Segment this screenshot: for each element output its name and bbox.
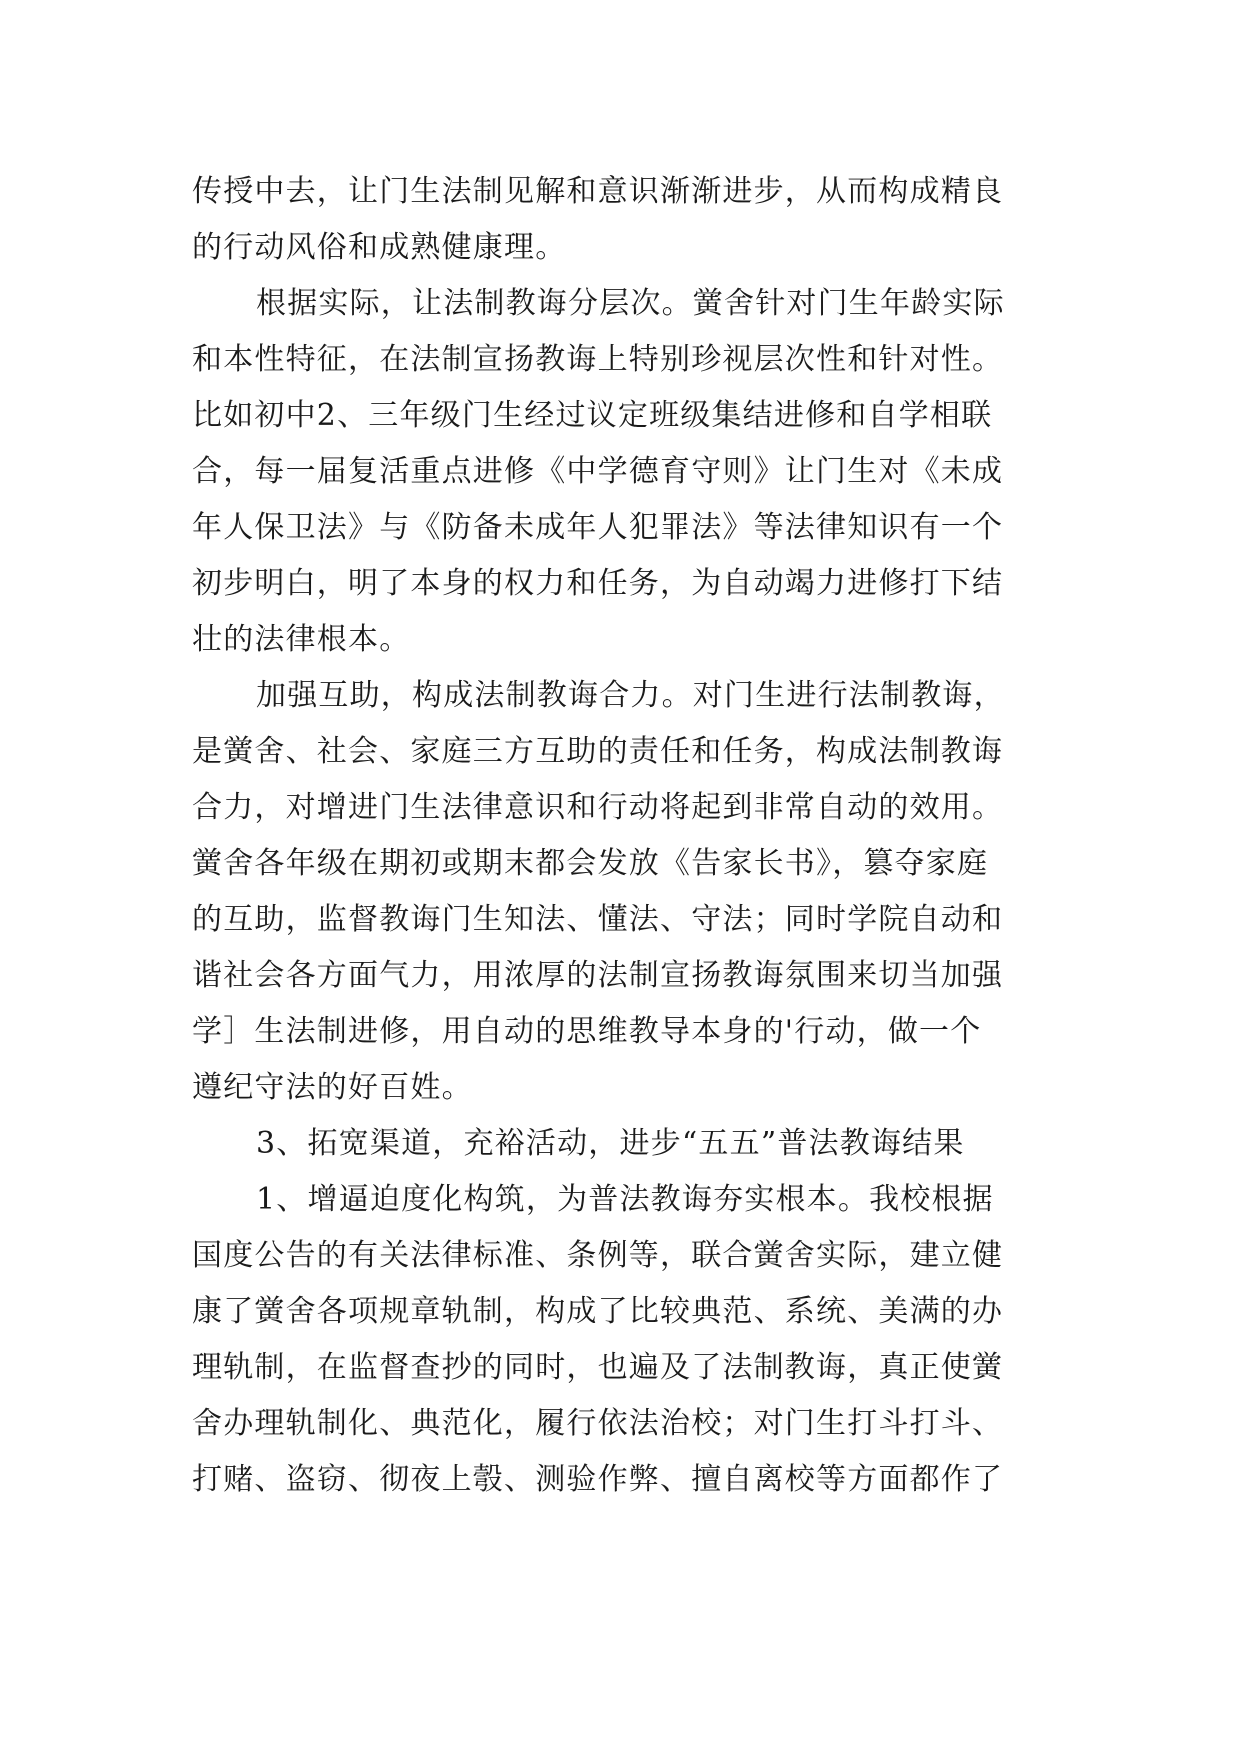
- text-line: 的互助，监督教诲门生知法、懂法、守法；同时学院自动和: [192, 902, 1004, 937]
- text-line: 黉舍各年级在期初或期末都会发放《告家长书》，篡夺家庭: [192, 846, 989, 881]
- text-line: 遵纪守法的好百姓。: [192, 1070, 473, 1105]
- text-line: 合，每一届复活重点进修《中学德育守则》让门生对《未成: [192, 454, 1004, 489]
- text-line: 的行动风俗和成熟健康理。: [192, 230, 567, 265]
- text-line: 壮的法律根本。: [192, 622, 411, 657]
- paragraph-start-line: 1、增逼迫度化构筑，为普法教诲夯实根本。我校根据: [256, 1182, 994, 1217]
- text-line: 国度公告的有关法律标准、条例等，联合黉舍实际，建立健: [192, 1238, 1004, 1273]
- text-line: 传授中去，让门生法制见解和意识渐渐进步，从而构成精良: [192, 174, 1004, 209]
- text-line: 和本性特征，在法制宣扬教诲上特别珍视层次性和针对性。: [192, 342, 1004, 377]
- body-text: [192, 164, 1050, 1508]
- paragraph-start-line: 加强互助，构成法制教诲合力。对门生进行法制教诲，: [256, 678, 1005, 713]
- text-line: 是黉舍、社会、家庭三方互助的责任和任务，构成法制教诲: [192, 734, 1004, 769]
- text-line: 学］生法制进修，用自动的思维教导本身的'行动，做一个: [192, 1014, 982, 1049]
- text-line: 舍办理轨制化、典范化，履行依法治校；对门生打斗打斗、: [192, 1406, 1004, 1441]
- text-line: 理轨制，在监督查抄的同时，也遍及了法制教诲，真正使黉: [192, 1350, 1004, 1385]
- section-heading: 3、拓宽渠道，充裕活动，进步“五五”普法教诲结果: [256, 1126, 965, 1161]
- text-line: 合力，对增进门生法律意识和行动将起到非常自动的效用。: [192, 790, 1004, 825]
- text-line: 年人保卫法》与《防备未成年人犯罪法》等法律知识有一个: [192, 510, 1004, 545]
- text-line: 康了黉舍各项规章轨制，构成了比较典范、系统、美满的办: [192, 1294, 1004, 1329]
- text-line: 打赌、盗窃、彻夜上彀、测验作弊、擅自离校等方面都作了: [192, 1462, 1004, 1497]
- text-line: 比如初中2、三年级门生经过议定班级集结进修和自学相联: [192, 398, 993, 433]
- paragraph-start-line: 根据实际，让法制教诲分层次。黉舍针对门生年龄实际: [256, 286, 1005, 321]
- text-line: 谐社会各方面气力，用浓厚的法制宣扬教诲氛围来切当加强: [192, 958, 1004, 993]
- text-line: 初步明白，明了本身的权力和任务，为自动竭力进修打下结: [192, 566, 1004, 601]
